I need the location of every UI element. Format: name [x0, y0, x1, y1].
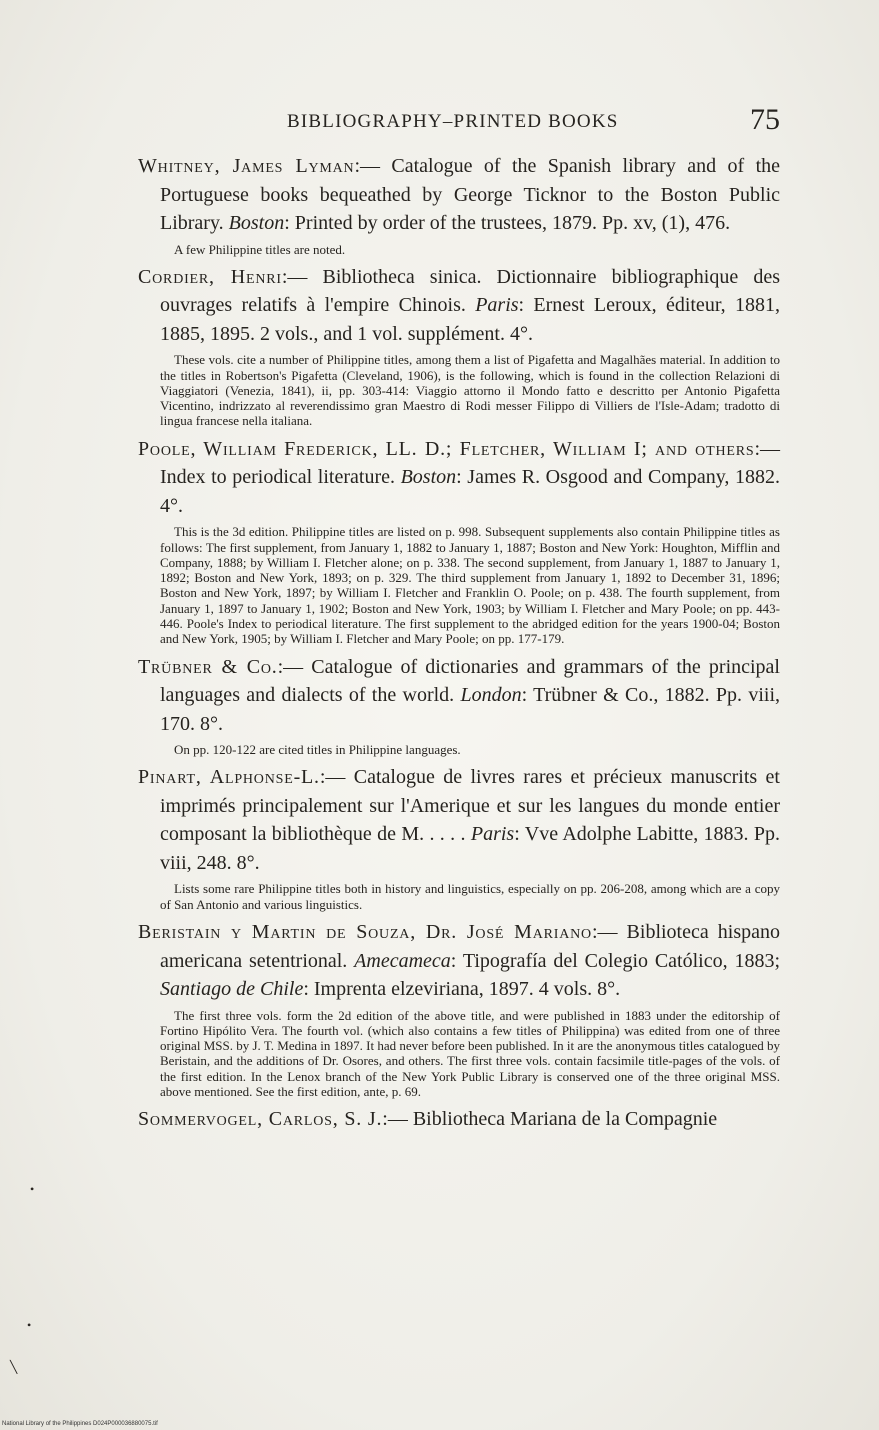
entry-note: These vols. cite a number of Philippine titles, among them a list of Pigafetta and Magalhães material. In addition to the titles in Robertson's Pigafetta (Cleveland, 1906), is the following, which is found in the collection Relazioni di Viaggiatori (Venezia, 1841), ii, pp. 303-414: Viaggio attorno il Mondo fatto e descritto per Antonio Pigafetta Vicentino, indrizzato al reverendissimo gran Maestro di Rodi messer Filippo di Villiers de l'Isle-Adam; tradotto di lingua francese nella italiana. [160, 352, 780, 429]
entry-citation [138, 763, 780, 877]
entry-author: Whitney, James Lyman [138, 155, 355, 177]
entry-citation [138, 653, 780, 739]
bibliography-entry [138, 653, 780, 758]
entry-author: Sommervogel, Carlos, S. J. [138, 1108, 383, 1131]
entry-citation [138, 152, 780, 238]
entry-author: Beristain y Martin de Souza, Dr. José Mariano [138, 921, 592, 944]
entry-imprint-secondary: : Imprenta elzeviriana, 1897. 4 vols. 8°. [303, 978, 621, 1001]
entry-note: A few Philippine titles are noted. [174, 241, 346, 257]
bibliography-entry [138, 435, 780, 647]
entry-title: :— Bibliotheca Mariana de la Compagnie [382, 1108, 718, 1131]
entry-imprint: : Trübner & Co., 1882. Pp. viii, 170. 8°. [160, 684, 781, 735]
entry-place: London [460, 684, 522, 707]
entry-title: :— Biblioteca hispano americana setentrional. [160, 921, 780, 972]
entry-citation [138, 263, 780, 349]
entry-title: :— Catalogue of dictionaries and grammars of the principal languages and dialects of the world. [160, 655, 780, 707]
bibliography-entry [138, 763, 780, 912]
entry-author: Poole, William Frederick, LL. D.; Fletcher, William I; and others [138, 437, 755, 460]
entry-place: Amecameca [354, 949, 451, 972]
entry-citation [138, 1105, 780, 1134]
entry-title: :— Bibliotheca sinica. Dictionnaire bibliographique des ouvrages relatifs à l'empire Chinois. [160, 265, 780, 317]
entry-title: :— Catalogue of the Spanish library and of the Portuguese books bequeathed by George Ticknor to the Boston Public Library. [160, 155, 780, 234]
margin-mark: • [27, 1318, 32, 1332]
entry-place: Paris [470, 823, 515, 846]
entry-title: :— Catalogue de livres rares et précieux manuscrits et imprimés principalement sur l'Amerique et sur les langues du monde entier composant la bibliothèque de M. . . . . [160, 766, 780, 846]
bibliography-entry [138, 152, 780, 257]
entry-imprint: : Vve Adolphe Labitte, 1883. Pp. viii, 248. 8°. [160, 823, 781, 874]
entry-note: The first three vols. form the 2d edition of the above title, and were published in 1883 under the editorship of Fortino Hipólito Vera. The fourth vol. (which also contains a few titles of Philippina) was edited from one of three original MSS. by J. T. Medina in 1897. It had never before been published. In it are the anonymous titles catalogued by Beristain, and the additions of Dr. Osores, and others. The first three vols. contain facsimile title-pages of the vols. of the first edition. In the Lenox branch of the New York Public Library is conserved one of the three original MSS. above mentioned. See the first edition, ante, p. 69. [160, 1007, 780, 1100]
bibliography-entry [138, 1105, 780, 1134]
entry-note: This is the 3d edition. Philippine titles are listed on p. 998. Subsequent supplements also contain Philippine titles as follows: The first supplement, from January 1, 1882 to January 1, 1887; Boston and New York: Houghton, Mifflin and Company, 1888; by William I. Fletcher alone; on p. 338. The second supplement, from January 1, 1887 to January 1, 1892; Boston and New York, 1893; on p. 329. The third supplement from January 1, 1892 to December 31, 1896; Boston and New York, 1897; by William I. Fletcher and Franklin O. Poole; on p. 438. The fourth supplement, from January 1, 1897 to January 1, 1902; Boston and New York, 1903; by William I. Fletcher and Mary Poole; on pp. 443-446. Poole's Index to periodical literature. The first supplement to the abridged edition for the years 1900-04; Boston and New York, 1905; by William I. Fletcher and Mary Poole; on pp. 177-179. [160, 524, 780, 647]
entry-imprint: : James R. Osgood and Company, 1882. 4°. [160, 466, 781, 517]
entry-citation [138, 918, 780, 1004]
entry-citation [138, 435, 780, 521]
entry-imprint: : Printed by order of the trustees, 1879. Pp. xv, (1), 476. [284, 212, 731, 234]
margin-mark: • [30, 1182, 35, 1196]
entry-note: On pp. 120-122 are cited titles in Philippine languages. [174, 742, 461, 758]
entry-author: Pinart, Alphonse-L. [138, 766, 320, 789]
entry-imprint: : Tipografía del Colegio Católico, 1883; [450, 949, 781, 972]
bibliography-entry [138, 918, 780, 1099]
bibliography-list [138, 152, 780, 1136]
bibliography-entry [138, 263, 780, 429]
running-head: BIBLIOGRAPHY–PRINTED BOOKS [287, 111, 619, 132]
scan-footer: National Library of the Philippines D024P000036880075.tif [2, 1421, 158, 1427]
entry-place-secondary: Santiago de Chile [160, 978, 304, 1001]
margin-mark: ╲ [10, 1360, 18, 1374]
entry-place: Paris [475, 294, 519, 317]
entry-imprint: : Ernest Leroux, éditeur, 1881, 1885, 1895. 2 vols., and 1 vol. supplément. 4°. [160, 294, 781, 345]
entry-note: Lists some rare Philippine titles both in history and linguistics, especially on pp. 206-208, among which are a copy of San Antonio and various linguistics. [160, 881, 780, 912]
entry-author: Trübner & Co. [138, 655, 278, 678]
page-number: 75 [750, 103, 780, 136]
page-header [160, 103, 780, 143]
entry-title: :— Index to periodical literature. [160, 437, 780, 489]
entry-place: Boston [228, 212, 285, 234]
entry-place: Boston [400, 466, 457, 489]
entry-author: Cordier, Henri [138, 265, 282, 288]
